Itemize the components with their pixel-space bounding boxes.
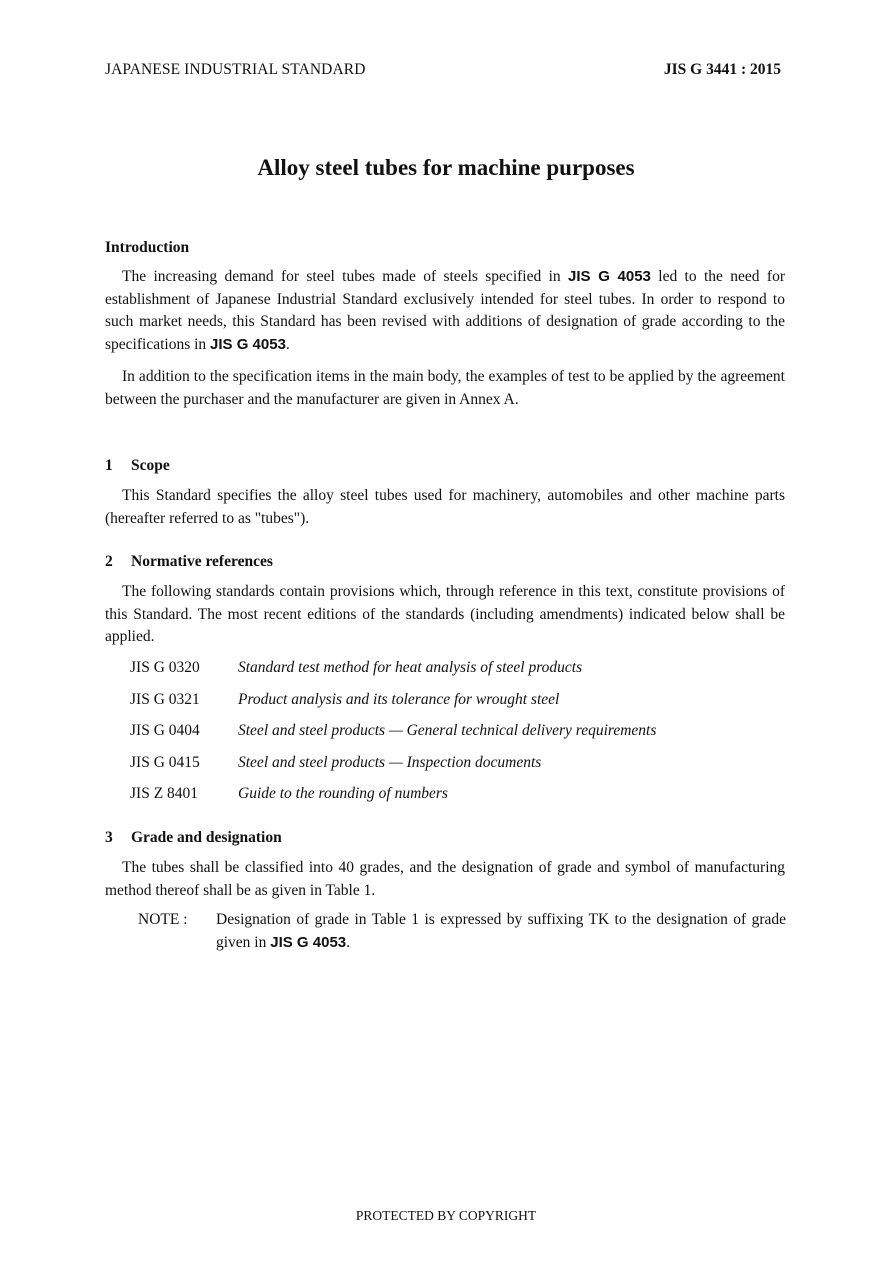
copyright-footer: PROTECTED BY COPYRIGHT [355, 1208, 537, 1223]
reference-code: JIS G 0404 [130, 722, 200, 739]
reference-code: JIS G 0321 [130, 690, 200, 708]
grade-paragraph: The tubes shall be classified into 40 grades, and the designation of grade and symbol of manufacturing method thereof shall be as given in Table 1. [105, 859, 785, 899]
reference-title: Steel and steel products — General technical delivery requirements [238, 722, 657, 739]
normative-reference-list [130, 657, 790, 815]
reference-item [130, 657, 790, 689]
reference-code: JIS Z 8401 [130, 785, 199, 802]
reference-title: Guide to the rounding of numbers [238, 785, 448, 802]
reference-item [130, 752, 790, 784]
grade-note [138, 909, 786, 954]
introduction-paragraph-2: In addition to the specification items in the main body, the examples of test to be applied by the agreement between the purchaser and the manufacturer are given in Annex A. [105, 367, 785, 408]
header-standard-number: JIS G 3441 : 2015 [663, 61, 781, 78]
grade-heading [105, 827, 785, 849]
reference-title: Product analysis and its tolerance for wrought steel [238, 690, 560, 708]
document-title: Alloy steel tubes for machine purposes [257, 155, 635, 180]
normative-heading [105, 551, 785, 573]
introduction-section [105, 237, 785, 411]
grade-section [105, 827, 785, 902]
scope-number: 1 [105, 457, 113, 474]
normative-references-section [105, 551, 785, 649]
note-ref: JIS G 4053 [270, 933, 347, 951]
intro-p1-text-c: . [285, 336, 290, 354]
normative-heading-text: Normative references [131, 553, 273, 570]
normative-number: 2 [105, 553, 113, 570]
grade-number: 3 [105, 829, 113, 846]
reference-item [130, 689, 790, 721]
scope-heading-text: Scope [131, 457, 170, 474]
introduction-paragraph-1 [105, 266, 785, 357]
note-text-a: Designation of grade in Table 1 is expressed by suffixing TK to the designation of grade given in [216, 911, 786, 951]
header-standard-type: JAPANESE INDUSTRIAL STANDARD [105, 61, 366, 78]
intro-p1-text-b: led to the need for establishment of Japanese Industrial Standard exclusively intended for steel tubes. In order to respond to such market needs, this Standard has been revised with additions of designation of grade according to the specifications in [105, 268, 785, 354]
introduction-heading: Introduction [105, 239, 190, 256]
reference-item [130, 783, 790, 815]
note-text [216, 909, 786, 954]
reference-title: Steel and steel products — Inspection documents [238, 753, 542, 771]
reference-code: JIS G 0415 [130, 753, 200, 771]
normative-paragraph: The following standards contain provisions which, through reference in this text, constitute provisions of this Standard. The most recent editions of the standards (including amendments) indicated below shall be applied. [105, 583, 785, 646]
scope-paragraph: This Standard specifies the alloy steel tubes used for machinery, automobiles and other machine parts (hereafter referred to as "tubes"). [105, 487, 785, 527]
scope-heading [105, 455, 785, 477]
intro-p1-text-a: The increasing demand for steel tubes made of steels specified in [122, 268, 569, 285]
scope-section [105, 455, 785, 530]
note-text-b: . [346, 933, 351, 951]
reference-code: JIS G 0320 [130, 659, 200, 676]
note-label: NOTE : [138, 911, 188, 928]
intro-p1-ref-2: JIS G 4053 [210, 336, 286, 354]
grade-heading-text: Grade and designation [131, 829, 282, 846]
intro-p1-ref-1: JIS G 4053 [568, 268, 651, 285]
reference-item [130, 720, 790, 752]
reference-title: Standard test method for heat analysis of steel products [238, 659, 583, 676]
